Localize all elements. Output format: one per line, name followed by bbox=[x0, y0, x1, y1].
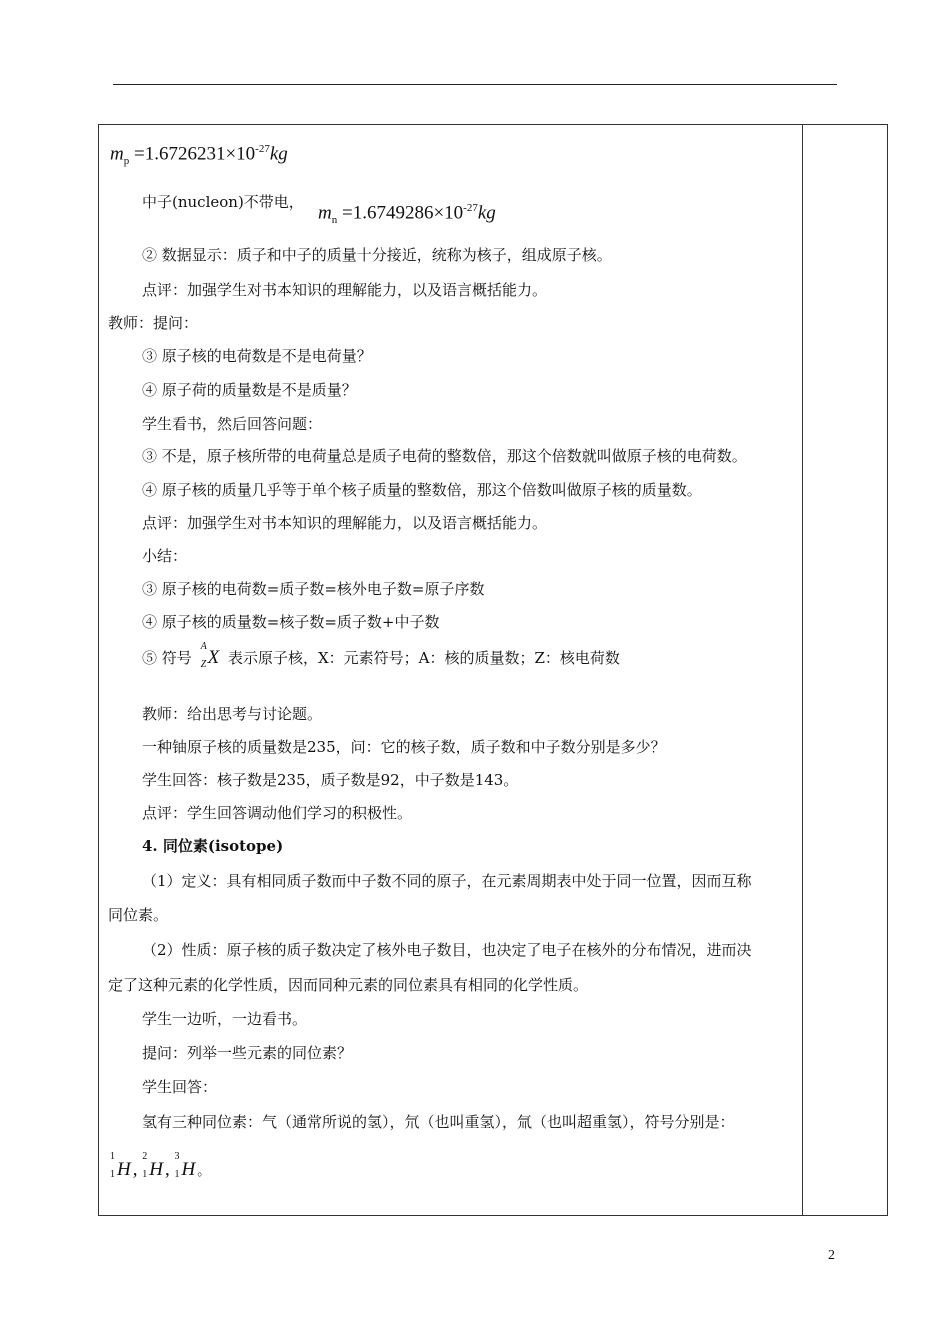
text-line: 教师：提问： bbox=[108, 314, 199, 332]
text-line: ③ 原子核的电荷数是不是电荷量？ bbox=[142, 347, 372, 365]
text-line: 点评：加强学生对书本知识的理解能力，以及语言概括能力。 bbox=[142, 281, 548, 299]
nuclide-symbol bbox=[200, 641, 220, 670]
formula-exp: -27 bbox=[255, 143, 270, 155]
mass-number: A bbox=[200, 641, 207, 652]
hydrogen-isotopes bbox=[110, 1151, 211, 1183]
text-line: 氢有三种同位素：气（通常所说的氢），氘（也叫重氢），氚（也叫超重氢），符号分别是： bbox=[142, 1113, 735, 1131]
section-heading: 4. 同位素(isotope) bbox=[142, 837, 284, 855]
iso-mass: 1 bbox=[110, 1151, 115, 1162]
formula-value: =1.6726231×10 bbox=[133, 143, 256, 165]
formula-sub: p bbox=[123, 155, 130, 168]
text-line: 学生回答：核子数是235，质子数是92，中子数是143。 bbox=[142, 771, 519, 789]
charge-number: Z bbox=[200, 659, 207, 670]
text-line: 学生一边听，一边看书。 bbox=[142, 1010, 308, 1028]
formula-unit: kg bbox=[269, 143, 288, 165]
iso-mass: 2 bbox=[142, 1151, 148, 1162]
neutron-text: 中子(nucleon)不带电， bbox=[142, 193, 304, 211]
text-line: ② 数据显示：质子和中子的质量十分接近，统称为核子，组成原子核。 bbox=[142, 246, 612, 264]
text-line: ④ 原子荷的质量数是不是质量？ bbox=[142, 381, 357, 399]
formula-var: m bbox=[318, 202, 332, 224]
formula-value: =1.6749286×10 bbox=[341, 202, 464, 224]
text-line: 定了这种元素的化学性质，因而同种元素的同位素具有相同的化学性质。 bbox=[108, 976, 589, 994]
iso-mass: 3 bbox=[174, 1151, 180, 1162]
iso-symbol: H bbox=[149, 1159, 163, 1180]
iso-sep: 。 bbox=[197, 1163, 211, 1178]
text-line: 教师：给出思考与讨论题。 bbox=[142, 705, 323, 723]
text-line: 学生看书，然后回答问题： bbox=[142, 415, 323, 433]
text-line: 一种铀原子核的质量数是235，问：它的核子数，质子数和中子数分别是多少？ bbox=[142, 738, 666, 756]
iso-charge: 1 bbox=[174, 1169, 180, 1180]
formula-proton-mass bbox=[110, 137, 288, 173]
text-line: 提问：列举一些元素的同位素？ bbox=[142, 1044, 353, 1062]
isotope-h3 bbox=[174, 1151, 196, 1182]
text-line: 点评：学生回答调动他们学习的积极性。 bbox=[142, 804, 413, 822]
formula-sub: n bbox=[331, 214, 338, 227]
text-line: ④ 原子核的质量几乎等于单个核子质量的整数倍，那这个倍数叫做原子核的质量数。 bbox=[142, 481, 702, 499]
isotope-h1 bbox=[110, 1151, 131, 1182]
text-line: 小结： bbox=[142, 547, 188, 565]
formula-var: m bbox=[110, 143, 124, 165]
text-line: （2）性质：原子核的质子数决定了核外电子数目，也决定了电子在核外的分布情况，进而决 bbox=[142, 941, 752, 959]
element-symbol: X bbox=[207, 647, 220, 668]
header-rule bbox=[113, 84, 837, 85]
text-line: 学生回答： bbox=[142, 1078, 218, 1096]
text-line: 同位素。 bbox=[108, 906, 169, 924]
iso-sep: , bbox=[164, 1159, 170, 1180]
symbol-label: ⑤ 符号 bbox=[142, 649, 192, 667]
formula-unit: kg bbox=[477, 202, 496, 224]
iso-symbol: H bbox=[117, 1159, 131, 1180]
iso-symbol: H bbox=[181, 1159, 196, 1180]
text-line: ③ 原子核的电荷数=质子数=核外电子数=原子序数 bbox=[142, 580, 485, 598]
neutron-line bbox=[142, 192, 304, 212]
text-line: ③ 不是，原子核所带的电荷量总是质子电荷的整数倍，那这个倍数就叫做原子核的电荷数。 bbox=[142, 447, 747, 465]
table-column-divider bbox=[802, 124, 803, 1216]
text-line: ④ 原子核的质量数=核子数=质子数+中子数 bbox=[142, 613, 440, 631]
iso-charge: 1 bbox=[110, 1169, 115, 1180]
formula-exp: -27 bbox=[463, 202, 478, 214]
symbol-desc: 表示原子核，X：元素符号；A：核的质量数；Z：核电荷数 bbox=[227, 649, 620, 667]
iso-sep: , bbox=[132, 1159, 138, 1180]
formula-neutron-mass bbox=[318, 196, 496, 232]
isotope-h2 bbox=[142, 1151, 163, 1182]
text-line: 点评：加强学生对书本知识的理解能力，以及语言概括能力。 bbox=[142, 514, 548, 532]
iso-charge: 1 bbox=[142, 1169, 148, 1180]
text-line: （1）定义：具有相同质子数而中子数不同的原子，在元素周期表中处于同一位置，因而互称 bbox=[142, 872, 752, 890]
page-number: 2 bbox=[828, 1248, 835, 1263]
symbol-line bbox=[142, 641, 620, 670]
